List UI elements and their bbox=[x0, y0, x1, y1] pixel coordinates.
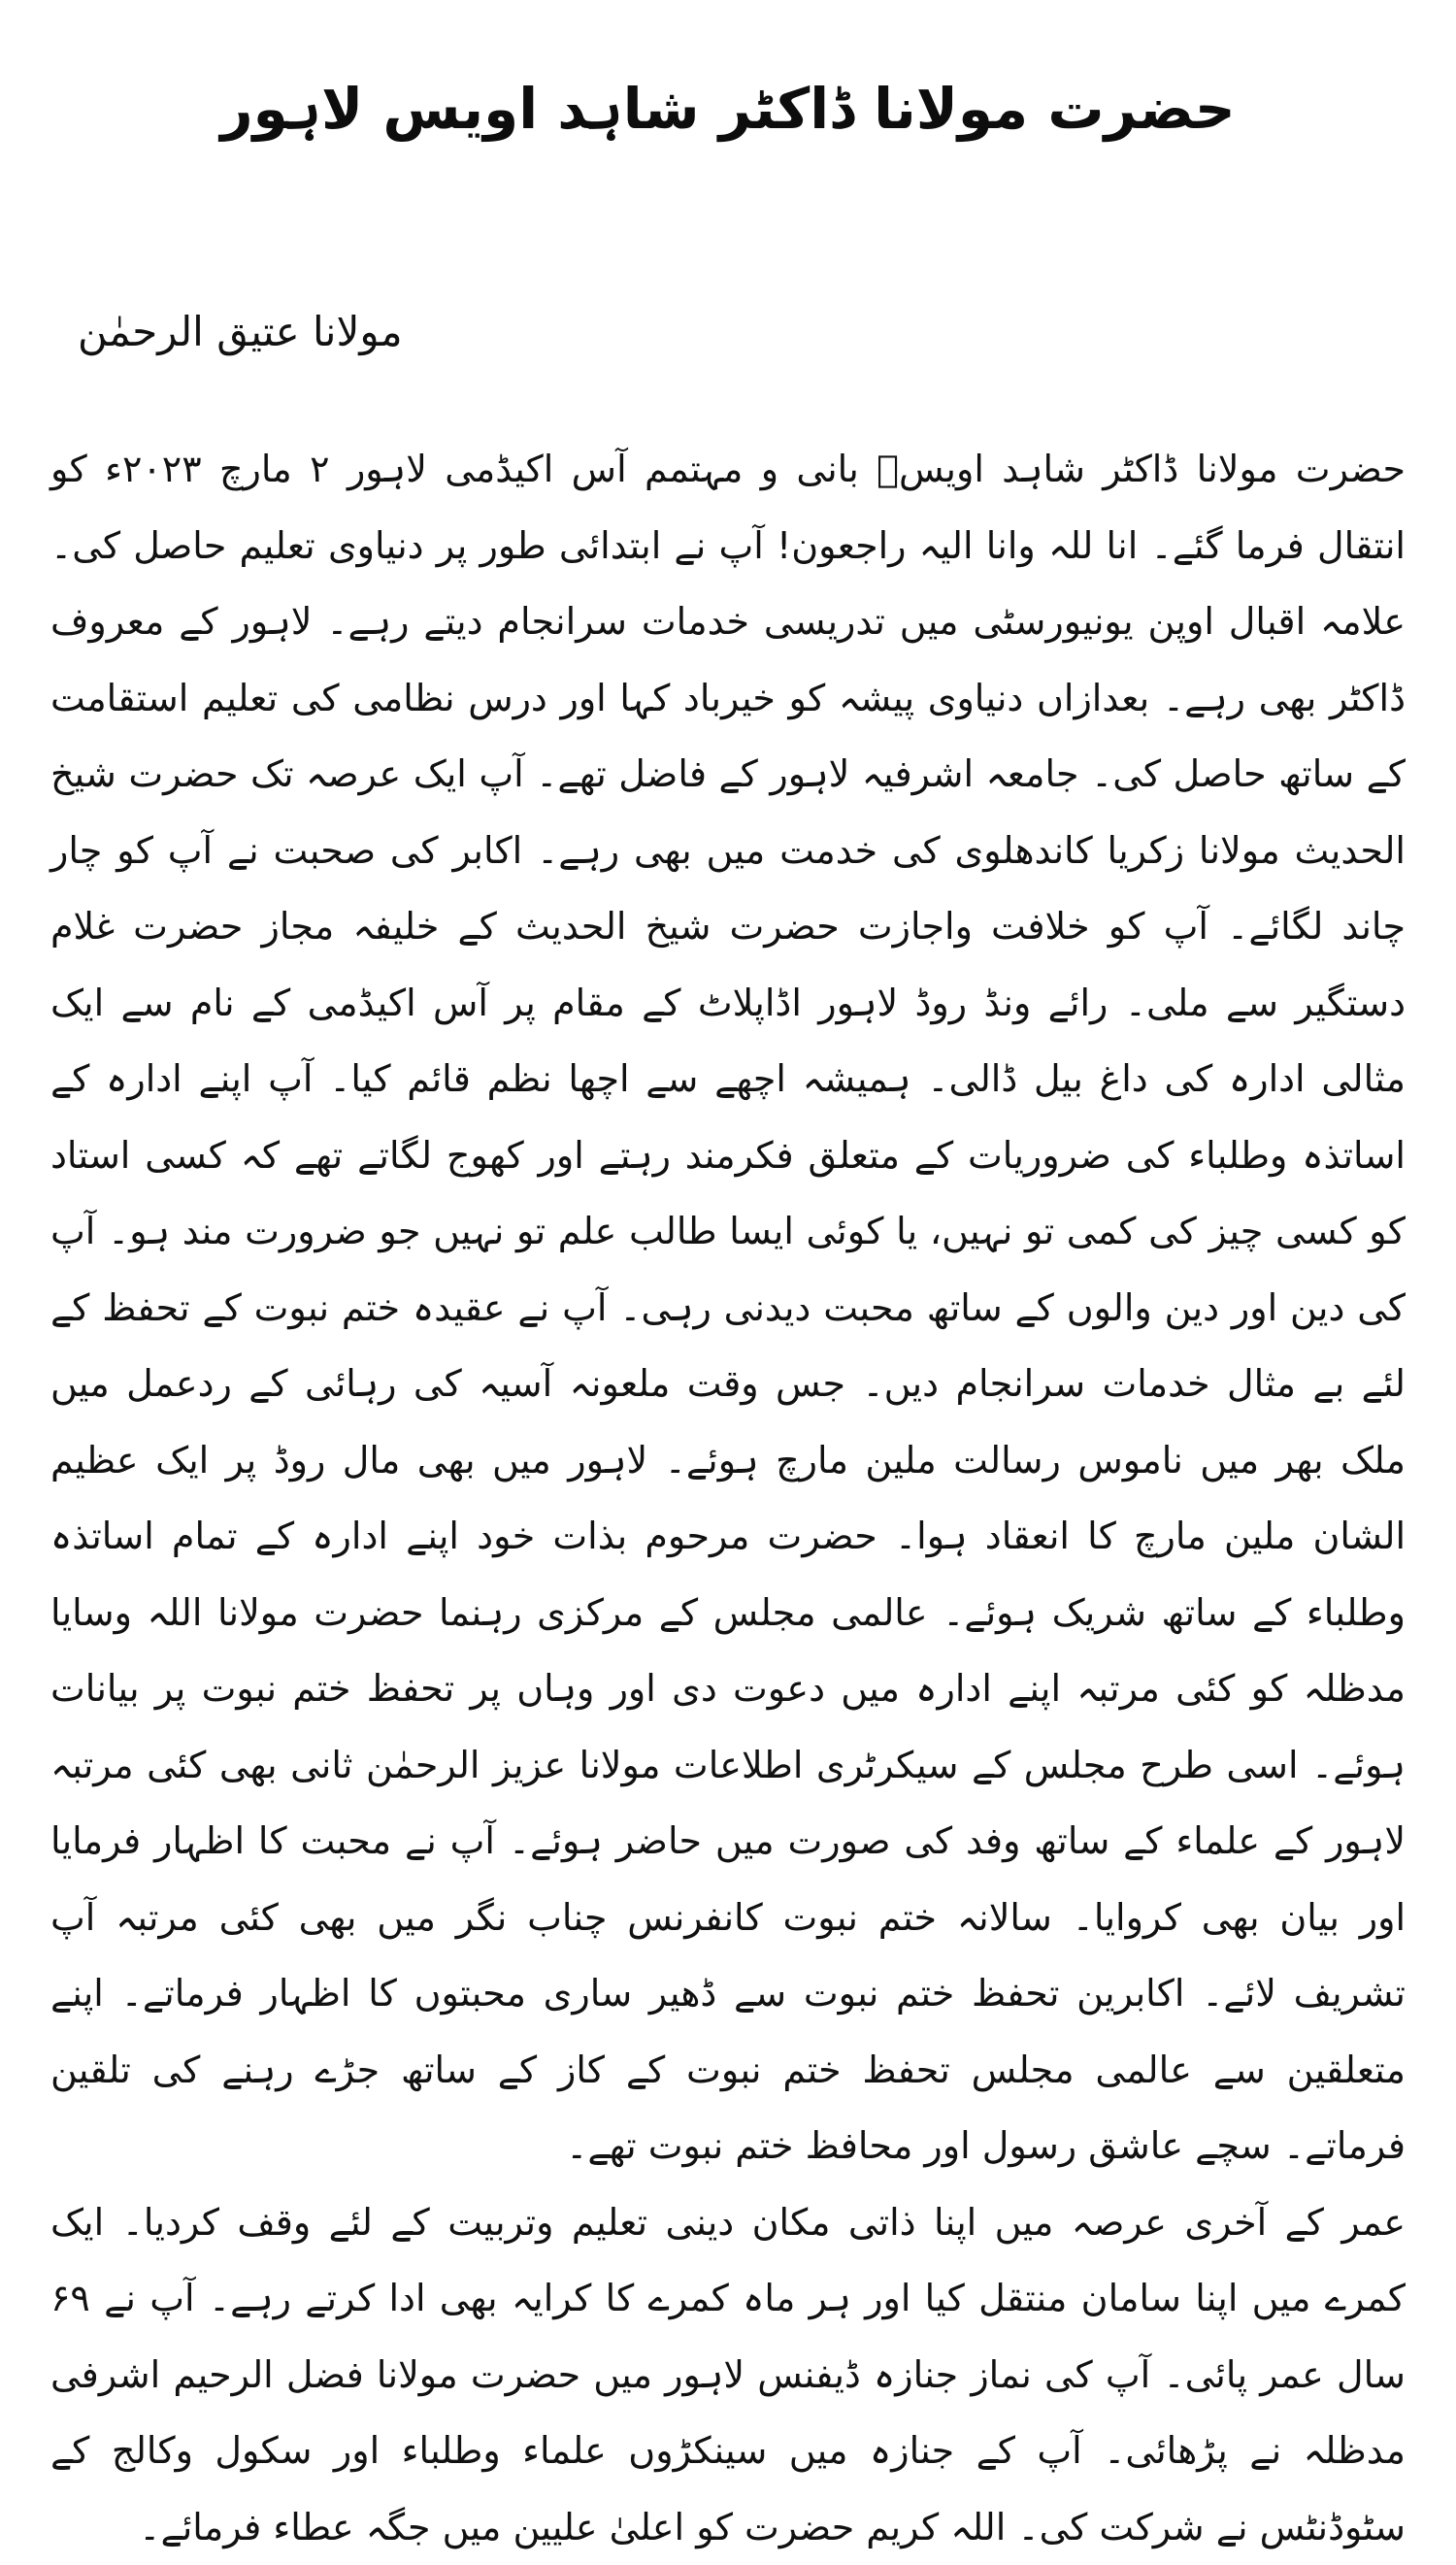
body-paragraph-1: حضرت مولانا ڈاکٹر شاہد اویسؒ بانی و مہتمم آس اکیڈمی لاہور ۲ مارچ ۲۰۲۳ء کو انتقال فرما گئے۔ انا للہ وانا الیہ راجعون! آپ نے ابتدائی طور پر دنیاوی تعلیم حاصل کی۔ علامہ اقبال اوپن یونیورسٹی میں تدریسی خدمات سرانجام دیتے رہے۔ لاہور کے معروف ڈاکٹر بھی رہے۔ بعدازاں دنیاوی پیشہ کو خیرباد کہا اور درس نظامی کی تعلیم استقامت کے ساتھ حاصل کی۔ جامعہ اشرفیہ لاہور کے فاضل تھے۔ آپ ایک عرصہ تک حضرت شیخ الحدیث مولانا زکریا کاندھلوی کی خدمت میں بھی رہے۔ اکابر کی صحبت نے آپ کو چار چاند لگائے۔ آپ کو خلافت واجازت حضرت شیخ الحدیث کے خلیفہ مجاز حضرت غلام دستگیر سے ملی۔ رائے ونڈ روڈ لاہور اڈاپلاٹ کے مقام پر آس اکیڈمی کے نام سے ایک مثالی ادارہ کی داغ بیل ڈالی۔ ہمیشہ اچھے سے اچھا نظم قائم کیا۔ آپ اپنے ادارہ کے اساتذہ وطلباء کی ضروریات کے متعلق فکرمند رہتے اور کھوج لگاتے تھے کہ کسی استاد کو کسی چیز کی کمی تو نہیں، یا کوئی ایسا طالب علم تو نہیں جو ضرورت مند ہو۔ آپ کی دین اور دین والوں کے ساتھ محبت دیدنی رہی۔ آپ نے عقیدہ ختم نبوت کے تحفظ کے لئے بے مثال خدمات سرانجام دیں۔ جس وقت ملعونہ آسیہ کی رہائی کے ردعمل میں ملک بھر میں ناموس رسالت ملین مارچ ہوئے۔ لاہور میں بھی مال روڈ پر ایک عظیم الشان ملین مارچ کا انعقاد ہوا۔ حضرت مرحوم بذات خود اپنے ادارہ کے تمام اساتذہ وطلباء کے ساتھ شریک ہوئے۔ عالمی مجلس کے مرکزی رہنما حضرت مولانا اللہ وسایا مدظلہ کو کئی مرتبہ اپنے ادارہ میں دعوت دی اور وہاں پر تحفظ ختم نبوت پر بیانات ہوئے۔ اسی طرح مجلس کے سیکرٹری اطلاعات مولانا عزیز الرحمٰن ثانی بھی کئی مرتبہ لاہور کے علماء کے ساتھ وفد کی صورت میں حاضر ہوئے۔ آپ نے محبت کا اظہار فرمایا اور بیان بھی کروایا۔ سالانہ ختم نبوت کانفرنس چناب نگر میں بھی کئی مرتبہ آپ تشریف لائے۔ اکابرین تحفظ ختم نبوت سے ڈھیر ساری محبتوں کا اظہار فرماتے۔ اپنے متعلقین سے عالمی مجلس تحفظ ختم نبوت کے کاز کے ساتھ جڑے رہنے کی تلقین فرماتے۔ سچے عاشق رسول اور محافظ ختم نبوت تھے۔ bbox=[50, 431, 1406, 2184]
article-body bbox=[50, 431, 1406, 2565]
article-title: حضرت مولانا ڈاکٹر شاہد اویس لاہور bbox=[50, 70, 1406, 148]
body-paragraph-2: عمر کے آخری عرصہ میں اپنا ذاتی مکان دینی تعلیم وتربیت کے لئے وقف کردیا۔ ایک کمرے میں اپنا سامان منتقل کیا اور ہر ماہ کمرے کا کرایہ بھی ادا کرتے رہے۔ آپ نے ۶۹ سال عمر پائی۔ آپ کی نماز جنازہ ڈیفنس لاہور میں حضرت مولانا فضل الرحیم اشرفی مدظلہ نے پڑھائی۔ آپ کے جنازہ میں سینکڑوں علماء وطلباء اور سکول وکالج کے سٹوڈنٹس نے شرکت کی۔ اللہ کریم حضرت کو اعلیٰ علیین میں جگہ عطاء فرمائے۔ bbox=[50, 2184, 1406, 2565]
author-name: مولانا عتیق الرحمٰن bbox=[50, 303, 1406, 361]
